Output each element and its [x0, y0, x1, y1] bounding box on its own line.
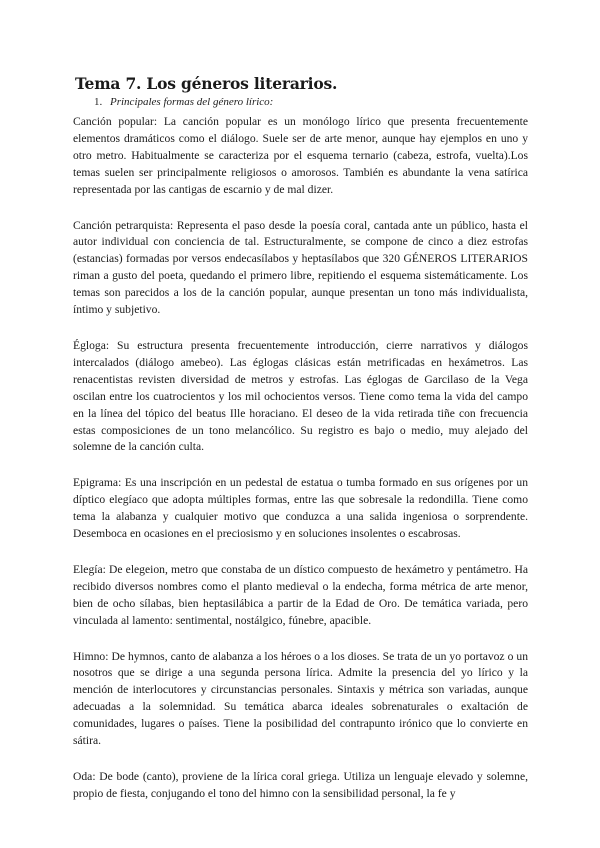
paragraph-cancion-popular: Canción popular: La canción popular es un monólogo lírico que presenta frecuentemente elementos dramáticos como el diálogo. Suele ser de arte menor, aunque hay ejemplos en uno y otro metro. Habitualmente se caracteriza por el esquema ternario (cabeza, estrofa, vuelta).Los temas suelen ser principalmente religiosos o amorosos. También es abundante la vena satírica representada por las cantigas de escarnio y de mal dizer. — [73, 115, 528, 196]
paragraph-egloga: Égloga: Su estructura presenta frecuentemente introducción, cierre narrativos y diálogos intercalados (diálogo amebeo). Las églogas clásicas están metrificadas en hexámetros. Las renacentistas revisten diversidad de metros y estrofas. Las églogas de Garcilaso de la Vega oscilan entre los cuatrocientos y los mil ochocientos versos. Tiene como tema la vida del campo en la línea del tópico del beatus Ille horaciano. El deseo de la vida retirada tiñe con frecuencia estas composiciones de un tono melancólico. Su registro es bajo o medio, muy alejado del solemne de la canción culta. — [73, 338, 528, 454]
section-title: Principales formas del género lírico: — [110, 96, 274, 108]
document-title: Tema 7. Los géneros literarios. — [75, 74, 338, 93]
section-heading — [94, 96, 273, 108]
paragraph-elegia: Elegía: De elegeion, metro que constaba de un dístico compuesto de hexámetro y pentámetro. Ha recibido diversos nombres como el planto medieval o la endecha, forma métrica de arte menor, bien de ocho sílabas, bien heptasilábica a partir de la Edad de Oro. De temática variada, pero vinculada al lamento: sentimental, nostálgico, fúnebre, apacible. — [73, 562, 528, 627]
paragraph-epigrama: Epigrama: Es una inscripción en un pedestal de estatua o tumba formado en sus orígenes por un díptico elegíaco que adopta múltiples formas, entre las que sobresale la redondilla. Tiene como tema la alabanza y cualquier motivo que conduzca a una salida ingeniosa o sorprendente. Desemboca en ocasiones en el preciosismo y en soluciones insolentes o escabrosas. — [73, 476, 528, 541]
paragraph-cancion-petrarquista: Canción petrarquista: Representa el paso desde la poesía coral, cantada ante un público, hasta el autor individual con conciencia de tal. Estructuralmente, se compone de cinco a diez estrofas (estancias) formadas por versos endecasílabos y heptasílabos que 320 GÉNEROS LITERARIOS riman a gusto del poeta, quedando el primero libre, repitiendo el esquema sistemáticamente. Los temas son parecidos a los de la canción popular, aunque presentan un tono más individualista, íntimo y subjetivo. — [73, 218, 528, 317]
paragraph-himno: Himno: De hymnos, canto de alabanza a los héroes o a los dioses. Se trata de un yo portavoz o un nosotros que se dirige a una segunda persona lírica. Admite la presencia del yo lírico y la mención de interlocutores y circunstancias personales. Sintaxis y métrica son variadas, aunque adecuadas a la solemnidad. Su temática abarca ideales sobrenaturales o exaltación de comunidades, lugares o países. Tiene la posibilidad del contrapunto irónico que lo convierte en sátira. — [73, 649, 528, 748]
paragraph-oda: Oda: De bode (canto), proviene de la lírica coral griega. Utiliza un lenguaje elevado y solemne, propio de fiesta, conjugando el tono del himno con la sensibilidad personal, la fe y — [73, 770, 528, 800]
document-body — [73, 114, 528, 822]
section-number: 1. — [94, 96, 103, 108]
